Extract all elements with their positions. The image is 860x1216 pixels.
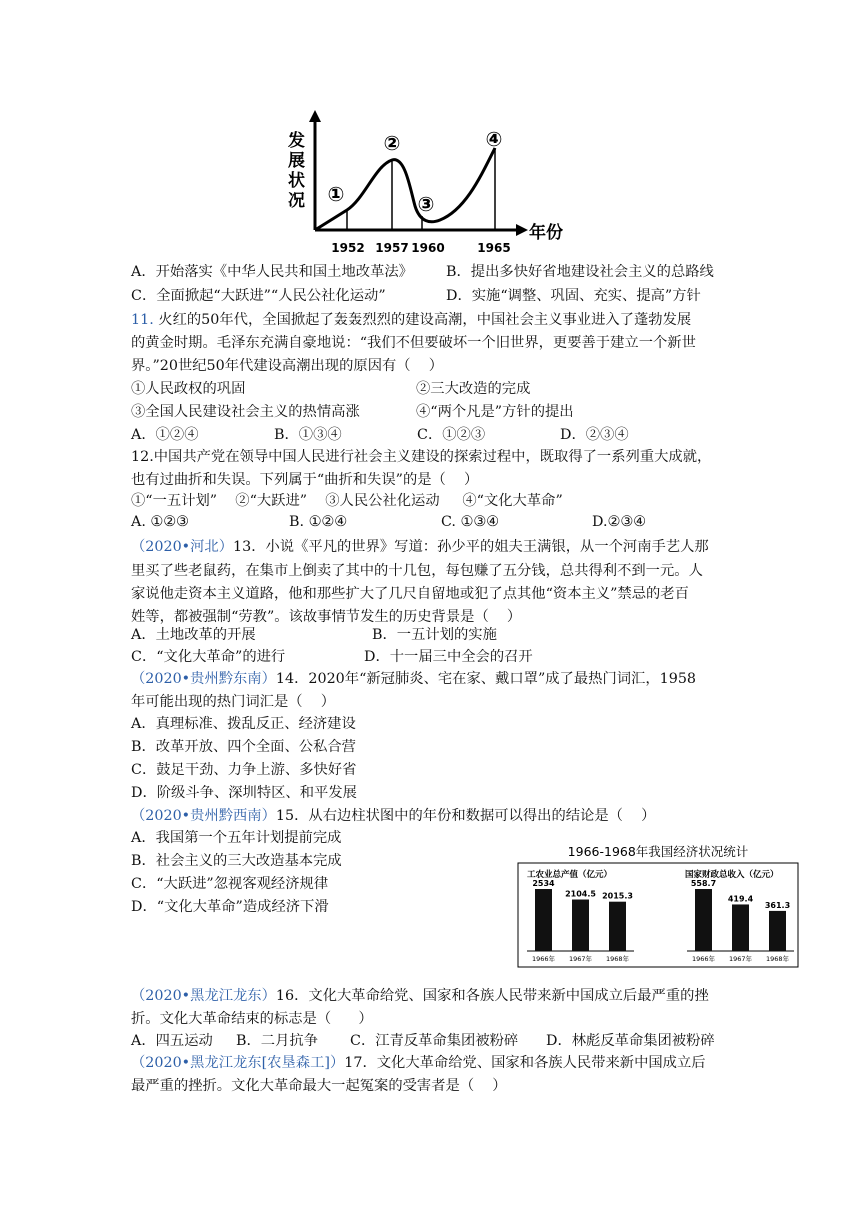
category-label: 1967年	[568, 955, 593, 963]
q11-line-3: 界。”20世纪50年代建设高潮出现的原因有（ ）	[131, 358, 444, 374]
x-tick-label: 1960	[411, 241, 445, 255]
q14-option-a: A．真理标准、拨乱反正、经济建设	[131, 716, 356, 732]
q11-line-2: 的黄金时期。毛泽东充满自豪地说：“我们不但要破坏一个旧世界，更要善于建立一个新世	[131, 335, 696, 351]
q10-option-b: B．提出多快好省地建设社会主义的总路线	[446, 264, 714, 280]
q13-line-1	[131, 537, 709, 557]
q13-text: 13．小说《平凡的世界》写道：孙少平的姐夫王满银，从一个河南手艺人那	[233, 539, 709, 555]
q13-line-3: 家说他走资本主义道路，他和那些扩大了几尺自留地或犯了点其他“资本主义”禁忌的老百	[131, 586, 689, 602]
q11-item-2: ②三大改造的完成	[416, 381, 531, 397]
q13-source: （2020•河北）	[131, 539, 234, 555]
y-axis-arrow	[309, 110, 321, 122]
category-label: 1967年	[728, 955, 753, 963]
q13-option-d: D．十一届三中全会的召开	[364, 649, 533, 665]
x-tick-label: 1965	[477, 241, 511, 255]
q17-line-2: 最严重的挫折。文化大革命最大一起冤案的受害者是（ ）	[131, 1078, 507, 1094]
x-tick-label: 1957	[375, 241, 409, 255]
q12-option-c: C. ①③④	[441, 514, 499, 530]
q11-item-1: ①人民政权的巩固	[131, 381, 246, 397]
q13-line-2: 里买了些老鼠药，在集市上倒卖了其中的十几包，每包赚了五分钱，总共得利不到一元。人	[131, 563, 703, 579]
y-label-char: 状	[288, 171, 305, 191]
q11-option-c: C．①②③	[417, 427, 486, 443]
q11-text: 火红的50年代，全国掀起了轰轰烈烈的建设高潮，中国社会主义事业进入了蓬勃发展	[153, 312, 692, 328]
q16-option-a: A．四五运动	[131, 1033, 213, 1049]
y-label-char: 发	[288, 131, 305, 151]
bar-value-label: 2015.3	[602, 891, 633, 901]
q11-line-1	[131, 310, 691, 330]
economy-bar-chart	[517, 840, 799, 970]
q15-line-1	[131, 806, 655, 826]
bar	[535, 889, 552, 951]
q15-text: 15．从右边柱状图中的年份和数据可以得出的结论是（ ）	[275, 808, 656, 824]
q12-option-d: D.②③④	[592, 514, 646, 530]
bar	[572, 900, 589, 951]
panel-title: 工农业总产值（亿元）	[527, 870, 613, 880]
bar-value-label: 361.3	[764, 900, 791, 910]
q15-option-a: A．我国第一个五年计划提前完成	[131, 830, 342, 846]
q12-line-2: 也有过曲折和失误。下列属于“曲折和失误”的是（ ）	[131, 472, 479, 488]
q16-source: （2020•黑龙江龙东）	[131, 988, 276, 1004]
x-tick-label: 1952	[331, 241, 365, 255]
panel-title: 国家财政总收入（亿元）	[685, 870, 779, 880]
q16-line-1	[131, 986, 709, 1006]
bar-value-label: 2534	[532, 879, 555, 888]
q14-option-b: B．改革开放、四个全面、公私合营	[131, 739, 356, 755]
q15-option-d: D．“文化大革命”造成经济下滑	[131, 899, 329, 915]
q13-option-c: C．“文化大革命”的进行	[131, 649, 286, 665]
category-label: 1968年	[605, 955, 630, 963]
marker-1: ①	[327, 182, 345, 206]
bar	[732, 904, 749, 951]
y-label-char: 展	[288, 151, 305, 171]
bar	[609, 902, 626, 951]
development-curve-chart	[280, 108, 580, 258]
y-label-char: 况	[288, 191, 305, 211]
bar	[769, 911, 786, 951]
q14-line-2: 年可能出现的热门词汇是（ ）	[131, 694, 336, 710]
q15-source: （2020•贵州黔西南）	[131, 808, 276, 824]
x-axis-label: 年份	[529, 223, 563, 243]
x-axis-arrow	[516, 224, 528, 236]
q11-number: 11.	[131, 312, 154, 328]
q10-option-a: A．开始落实《中华人民共和国土地改革法》	[131, 264, 413, 280]
marker-3: ③	[417, 192, 435, 216]
q14-option-c: C．鼓足干劲、力争上游、多快好省	[131, 762, 357, 778]
q13-option-a: A．土地改革的开展	[131, 627, 256, 643]
q16-text: 16．文化大革命给党、国家和各族人民带来新中国成立后最严重的挫	[275, 988, 709, 1004]
q13-option-b: B．一五计划的实施	[372, 627, 497, 643]
q12-line-1: 12.中国共产党在领导中国人民进行社会主义建设的探索过程中，既取得了一系列重大成就，	[131, 449, 712, 465]
q14-source: （2020•贵州黔东南）	[131, 671, 276, 687]
chart-title: 1966-1968年我国经济状况统计	[567, 844, 749, 859]
q12-option-a: A. ①②③	[131, 514, 189, 530]
q16-option-d: D．林彪反革命集团被粉碎	[546, 1033, 715, 1049]
bar-value-label: 419.4	[727, 894, 754, 904]
q15-option-c: C．“大跃进”忽视客观经济规律	[131, 876, 329, 892]
q16-line-2: 折。文化大革命结束的标志是（ ）	[131, 1011, 373, 1027]
q14-line-1	[131, 669, 696, 689]
q10-option-c: C．全面掀起“大跃进”“人民公社化运动”	[131, 288, 386, 304]
q14-text: 14．2020年“新冠肺炎、宅在家、戴口罩”成了最热门词汇，1958	[275, 671, 697, 687]
q15-option-b: B．社会主义的三大改造基本完成	[131, 853, 342, 869]
q12-option-b: B. ①②④	[289, 514, 348, 530]
q14-option-d: D．阶级斗争、深圳特区、和平发展	[131, 785, 357, 801]
q16-option-b: B．二月抗争	[236, 1033, 318, 1049]
category-label: 1968年	[765, 955, 790, 963]
q16-option-c: C．江青反革命集团被粉碎	[350, 1033, 519, 1049]
q17-text: 17．文化大革命给党、国家和各族人民带来新中国成立后	[344, 1055, 706, 1071]
bar-value-label: 2104.5	[565, 889, 596, 899]
q11-item-3: ③全国人民建设社会主义的热情高涨	[131, 404, 360, 420]
q17-source: （2020•黑龙江龙东[农垦森工]）	[131, 1055, 345, 1071]
marker-2: ②	[383, 131, 401, 155]
bar-value-label: 558.7	[690, 879, 717, 888]
q12-items: ①“一五计划” ②“大跃进” ③人民公社化运动 ④“文化大革命”	[131, 493, 563, 509]
q11-item-4: ④“两个凡是”方针的提出	[416, 404, 574, 420]
q11-option-a: A．①②④	[131, 427, 199, 443]
q13-line-4: 姓等，都被强制“劳教”。该故事情节发生的历史背景是（ ）	[131, 609, 522, 625]
marker-4: ④	[485, 127, 503, 151]
q11-option-b: B．①③④	[274, 427, 342, 443]
category-label: 1966年	[531, 955, 556, 963]
q17-line-1	[131, 1053, 706, 1073]
q11-option-d: D．②③④	[560, 427, 629, 443]
bar	[695, 889, 712, 951]
q10-option-d: D．实施“调整、巩固、充实、提高”方针	[446, 288, 701, 304]
category-label: 1966年	[691, 955, 716, 963]
